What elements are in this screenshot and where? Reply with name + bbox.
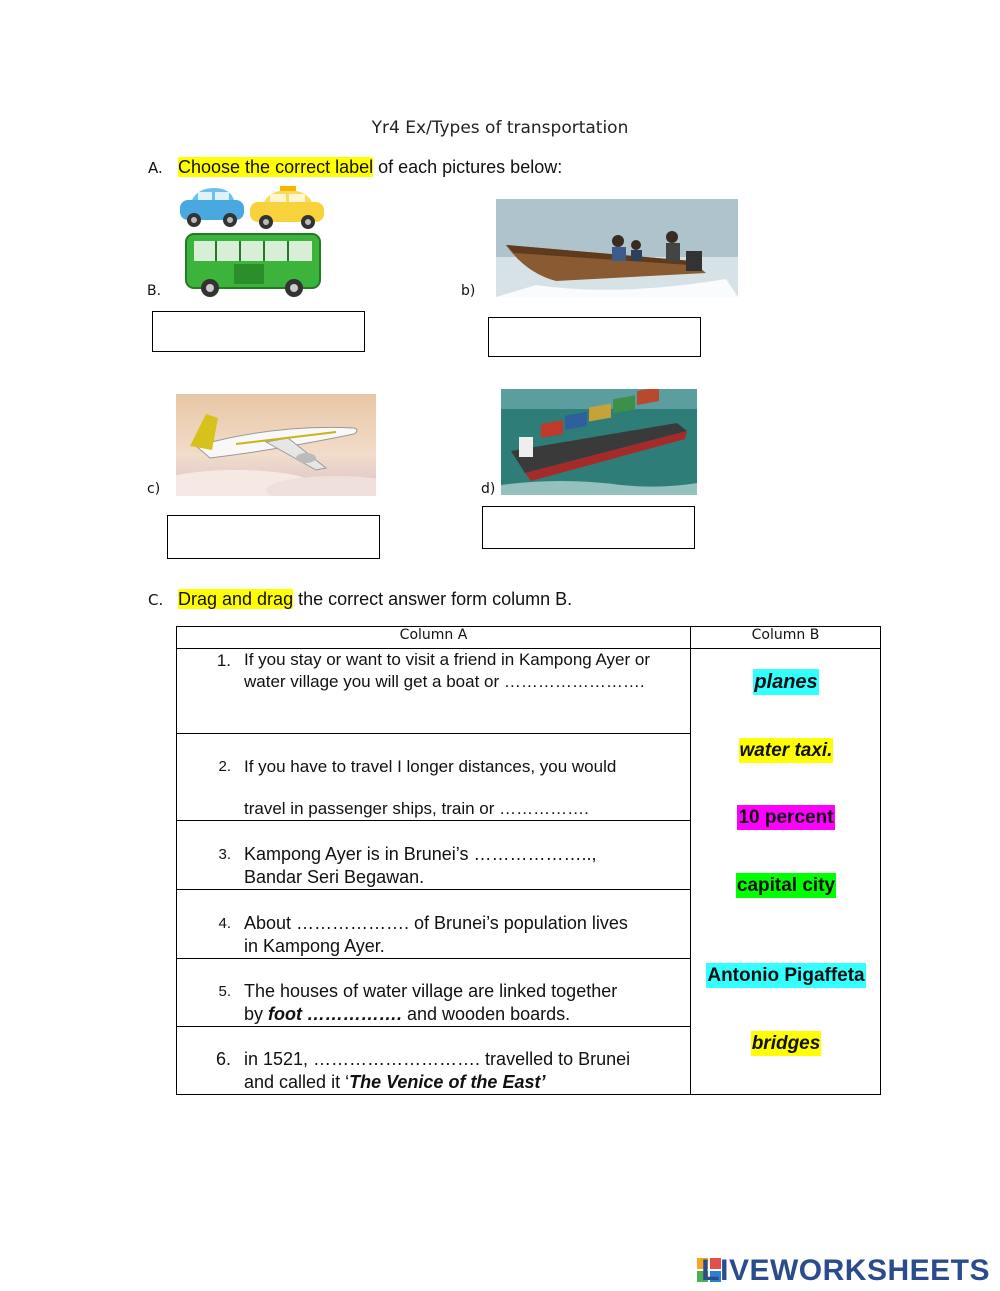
column-b-header: Column B [691, 627, 881, 649]
matching-table [176, 626, 881, 1095]
question-number: 5. [218, 983, 231, 1000]
table-row [177, 959, 691, 1027]
liveworksheets-logo[interactable]: LIVEWORKSHEETS [701, 1254, 990, 1287]
table-row [177, 890, 691, 959]
section-a-letter: A. [148, 159, 163, 177]
question-text: If you stay or want to visit a friend in Kampong Ayer or [244, 650, 650, 669]
question-number: 4. [218, 915, 231, 932]
question-text: travel in passenger ships, train or ……………. [244, 799, 589, 818]
question-text: water village you will get a boat or ……………………. [244, 672, 645, 691]
blue-car-icon [180, 188, 244, 227]
column-b-options [691, 649, 881, 1095]
answer-box-4[interactable] [482, 506, 695, 549]
section-a-highlight: Choose the correct label [178, 157, 374, 177]
question-text: by foot ……………. and wooden boards. [244, 1004, 571, 1024]
worksheet-title: Yr4 Ex/Types of transportation [371, 118, 629, 138]
question-text: and called it ‘The Venice of the East’ [244, 1072, 546, 1092]
cars-bus-image [176, 186, 328, 298]
section-c-instruction [148, 589, 572, 610]
section-c-text: the correct answer form column B. [293, 589, 573, 609]
bus-icon [186, 234, 320, 297]
question-number: 1. [216, 651, 231, 670]
cargo-ship-image [501, 389, 697, 495]
section-c-letter: C. [148, 591, 164, 609]
option-water-taxi[interactable]: water taxi. [739, 740, 833, 761]
question-number: 2. [218, 758, 231, 775]
taxi-icon [250, 186, 324, 229]
table-row [177, 821, 691, 890]
option-planes[interactable]: planes [754, 671, 818, 693]
question-text: Bandar Seri Begawan. [244, 867, 425, 887]
answer-box-1[interactable] [152, 311, 365, 352]
answer-box-3[interactable] [167, 515, 380, 559]
section-a-text: of each pictures below: [373, 157, 563, 177]
option-antonio-pigaffeta[interactable]: Antonio Pigaffeta [707, 965, 865, 986]
answer-box-2[interactable] [488, 317, 701, 357]
section-a-instruction [148, 157, 562, 178]
picture-label-4: d) [481, 481, 496, 497]
picture-label-3: c) [147, 481, 161, 497]
question-text: Kampong Ayer is in Brunei’s ……………….., [244, 844, 597, 864]
option-capital-city[interactable]: capital city [736, 875, 836, 896]
question-text: in Kampong Ayer. [244, 936, 385, 956]
question-text: The houses of water village are linked together [244, 981, 618, 1001]
option-bridges[interactable]: bridges [751, 1033, 821, 1054]
question-text: If you have to travel I longer distances, you would [244, 757, 617, 776]
question-number: 3. [218, 846, 231, 863]
picture-label-2: b) [461, 283, 476, 299]
section-c-highlight: Drag and drag [178, 589, 294, 609]
table-row [177, 1027, 691, 1095]
airplane-image [176, 394, 376, 496]
question-text: About ………………. of Brunei’s population lives [244, 913, 628, 933]
picture-label-1: B. [147, 283, 162, 299]
table-row [177, 734, 691, 821]
table-row [177, 649, 691, 734]
column-a-header: Column A [177, 627, 691, 649]
question-text: in 1521, ………………………. travelled to Brunei [244, 1049, 631, 1069]
option-10-percent[interactable]: 10 percent [738, 807, 834, 828]
speedboat-image [496, 199, 738, 297]
question-number: 6. [215, 1049, 231, 1069]
